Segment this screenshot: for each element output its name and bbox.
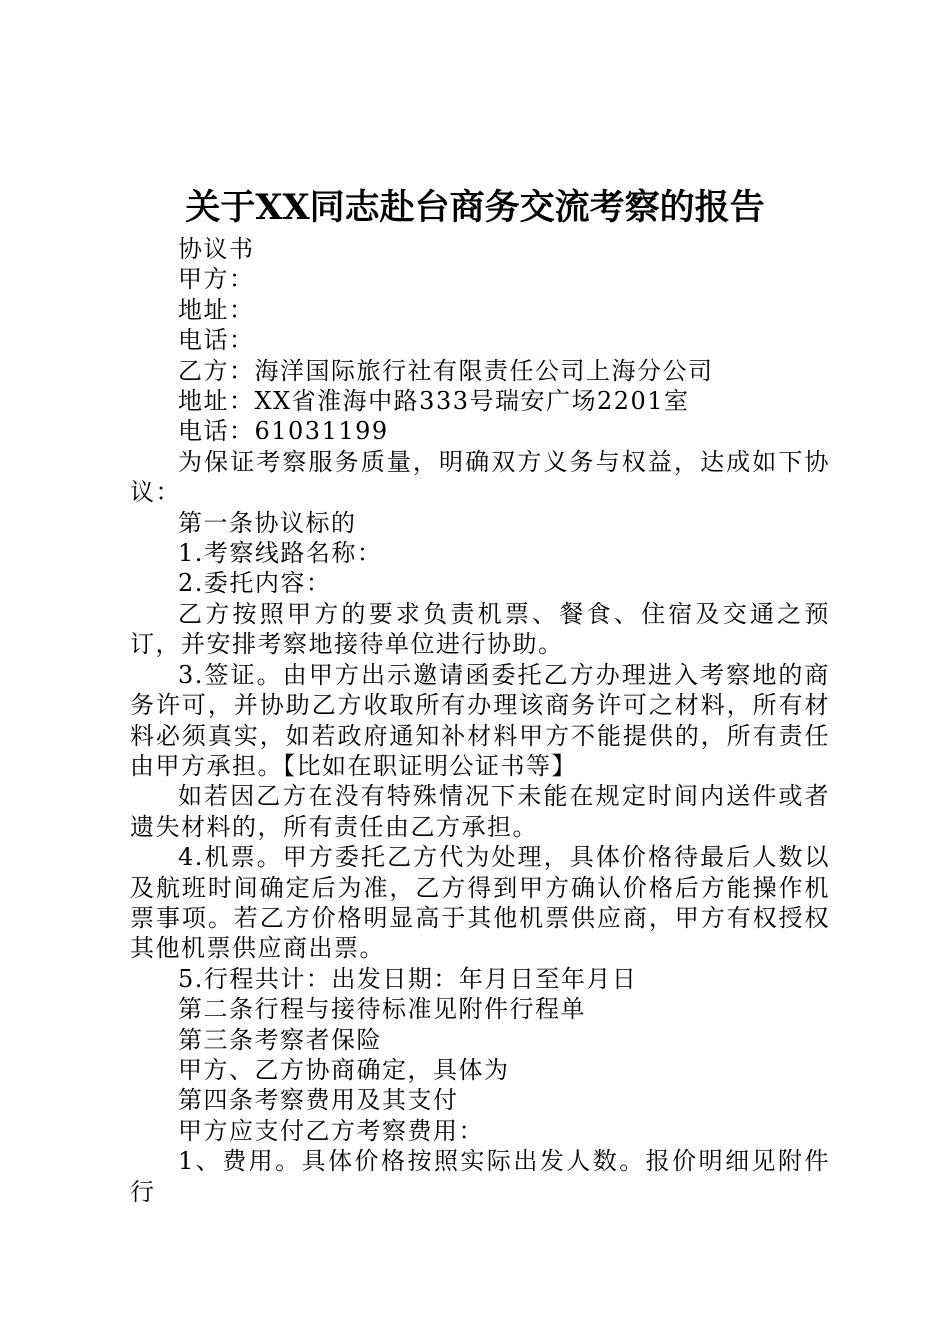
paragraph-visa: 3.签证。由甲方出示邀请函委托乙方办理进入考察地的商务许可，并协助乙方收取所有办理该商务许可之材料，所有材料必须真实，如若政府通知补材料甲方不能提供的，所有责任由甲方承担。【比如在职证明公证书等】 [130, 660, 830, 780]
paragraph-agreement-heading: 协议书 [178, 235, 255, 263]
paragraph-itinerary-dates: 5.行程共计：出发日期：年月日至年月日 [178, 964, 638, 993]
paragraph-lost-materials: 如若因乙方在没有特殊情况下未能在规定时间内送件或者遗失材料的，所有责任由乙方承担。 [130, 782, 830, 841]
paragraph-preamble: 为保证考察服务质量，明确双方义务与权益，达成如下协议： [130, 447, 830, 507]
paragraph-payment: 甲方应支付乙方考察费用： [178, 1116, 484, 1145]
paragraph-entrusted-content: 2.委托内容： [178, 569, 332, 598]
paragraph-booking-duties: 乙方按照甲方的要求负责机票、餐食、住宿及交通之预订，并安排考察地接待单位进行协助。 [130, 599, 830, 659]
document-title: 关于XX同志赴台商务交流考察的报告 [185, 187, 765, 228]
paragraph-air-tickets: 4.机票。甲方委托乙方代为处理，具体价格待最后人数以及航班时间确定后为准，乙方得到甲方确认价格后方能操作机票事项。若乙方价格明显高于其他机票供应商，甲方有权授权其他机票供应商出票。 [130, 843, 830, 963]
paragraph-article-3: 第三条考察者保险 [178, 1025, 382, 1054]
paragraph-insurance-terms: 甲方、乙方协商确定，具体为 [178, 1055, 510, 1084]
paragraph-party-a: 甲方： [178, 265, 255, 294]
paragraph-party-b: 乙方：海洋国际旅行社有限责任公司上海分公司 [178, 356, 714, 385]
paragraph-route-name: 1.考察线路名称： [178, 539, 383, 568]
paragraph-article-4: 第四条考察费用及其支付 [178, 1086, 459, 1115]
paragraph-party-b-address: 地址：XX省淮海中路333号瑞安广场2201室 [178, 387, 690, 416]
paragraph-article-2: 第二条行程与接待标准见附件行程单 [178, 995, 586, 1024]
paragraph-party-a-address: 地址： [178, 295, 255, 324]
paragraph-fees: 1、费用。具体价格按照实际出发人数。报价明细见附件行 [130, 1147, 830, 1206]
paragraph-party-b-phone: 电话：61031199 [178, 417, 389, 446]
document-body [130, 234, 830, 1207]
paragraph-article-1: 第一条协议标的 [178, 508, 357, 537]
paragraph-party-a-phone: 电话： [178, 326, 255, 355]
